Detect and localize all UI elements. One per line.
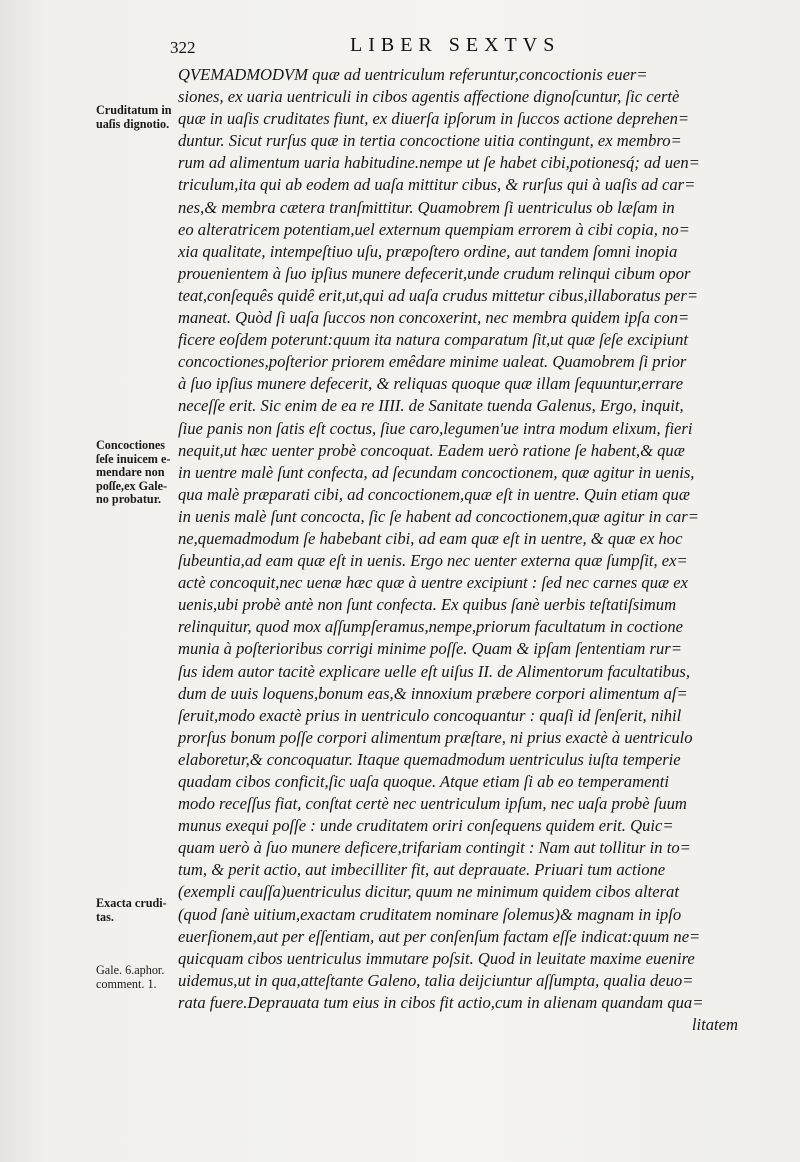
text-line: elaboretur,& concoquatur. Itaque quemadmodum uentriculus iuſta temperie bbox=[178, 749, 681, 769]
text-line: à ſuo ipſius munere defecerit, & reliquas quoque quæ illam ſequuntur,errare bbox=[178, 374, 684, 394]
text-line: concoctiones,poſterior priorem emêdare minime ualeat. Quamobrem ſi prior bbox=[178, 352, 687, 372]
text-line: quadam cibos conficit,ſic uaſa quoque. Atque etiam ſi ab eo temperamenti bbox=[178, 772, 669, 791]
text-line: duntur. Sicut rurſus quæ in tertia concoctione uitia contingunt, ex membro= bbox=[178, 131, 682, 151]
margin-note-line: comment. 1. bbox=[96, 976, 157, 991]
text-line: ſiue panis non ſatis eſt coctus, ſiue caro,legumen'ue intra modum elixum, fieri bbox=[178, 418, 693, 438]
text-line: rata fuere.Deprauata tum eius in cibos fit actio,cum in alienam quandam qua= bbox=[178, 992, 704, 1012]
text-line: euerſionem,aut per eſſentiam, aut per conſenſum factam eſſe indicat:quum ne= bbox=[178, 926, 701, 946]
text-line: maneat. Quòd ſi uaſa ſuccos non concoxerint, nec membra quidem ipſa con= bbox=[178, 308, 690, 328]
text-line: nequit,ut hæc uenter probè concoquat. Eadem uerò ratione ſe habent,& quæ bbox=[178, 440, 685, 460]
margin-note-concoctiones bbox=[96, 439, 192, 507]
text-line: triculum,ita qui ab eodem ad uaſa mittitur cibus, & rurſus qui à uaſis ad car= bbox=[178, 175, 696, 195]
margin-note-cruditatum bbox=[96, 104, 192, 131]
page-header bbox=[170, 34, 770, 64]
text-line: (exempli cauſſa)uentriculus dicitur, quum ne minimum quidem cibos alterat bbox=[178, 882, 679, 902]
margin-note-line: poſſe,ex Gale- bbox=[96, 478, 168, 493]
text-line: munia à poſterioribus corrigi minime poſſe. Quam & ipſam ſententiam rur= bbox=[178, 639, 682, 659]
text-line: quicquam cibos uentriculus immutare poſsit. Quod in leuitate maxime euenire bbox=[178, 948, 695, 968]
margin-note-line: Gale. 6.aphor. bbox=[96, 963, 165, 977]
text-line: relinquitur, quod mox aſſumpſeramus,nempe,priorum facultatum in coctione bbox=[178, 617, 683, 637]
text-line: ſus idem autor tacitè explicare uelle eſt uiſus II. de Alimentorum facultatibus, bbox=[178, 661, 691, 681]
text-line: rum ad alimentum uaria habitudine.nempe ut ſe habet cibi,potionesq́; ad uen= bbox=[178, 153, 700, 173]
text-line: ficere eoſdem poterunt:quum ita natura comparatum ſit,ut quæ ſeſe excipiunt bbox=[178, 330, 689, 350]
margin-note-line: Exacta crudi- bbox=[96, 896, 167, 910]
text-line: quæ in uaſis cruditates fiunt, ex diuerſa ipſorum in ſuccos actione deprehen= bbox=[178, 109, 690, 129]
margin-note-line: uaſis dignotio. bbox=[96, 116, 170, 131]
text-line: qua malè præparati cibi, ad concoctionem,quæ eſt in uentre. Quin etiam quæ bbox=[178, 484, 690, 504]
text-line: eo alteratricem potentiam,uel externum quempiam errorem à cibi copia, no= bbox=[178, 219, 690, 239]
text-line: uenis,ubi probè antè non ſunt confecta. Ex quibus ſanè uerbis teſtatiſsimum bbox=[178, 595, 677, 615]
margin-note-line: Cruditatum in bbox=[96, 103, 172, 117]
margin-note-exacta-cruditas bbox=[96, 897, 192, 924]
text-line: xia qualitate, intempeſtiuo uſu, præpoſtero ordine, aut tandem ſomni inopia bbox=[178, 241, 678, 261]
text-line: modo receſſus fiat, conſtat certè nec uentriculum ipſum, nec uaſa probè ſuum bbox=[178, 794, 687, 814]
text-line: quam uerò à ſuo munere deficere,trifariam contingit : Nam aut tollitur in to= bbox=[178, 838, 691, 858]
text-line: actè concoquit,nec uenæ hæc quæ à uentre excipiunt : ſed nec carnes quæ ex bbox=[178, 573, 688, 593]
text-line: prouenientem à ſuo ipſius munere defecerit,unde crudum relinqui cibum opor bbox=[178, 263, 691, 283]
margin-note-line: ſeſe inuicem e- bbox=[96, 451, 171, 466]
text-line: in uentre malè ſunt confecta, ad ſecundam concoctionem, quæ agitur in uenis, bbox=[178, 462, 695, 482]
text-line: in uenis malè ſunt concocta, ſic ſe habent ad concoctionem,quæ agitur in car= bbox=[178, 506, 699, 526]
text-line: uidemus,ut in qua,atteſtante Galeno, talia deijciuntur aſſumpta, qualia deuo= bbox=[178, 970, 694, 990]
text-line: QVEMADMODVM quæ ad uentriculum referuntur,concoctionis euer= bbox=[178, 65, 648, 84]
text-line: (quod ſanè uitium,exactam cruditatem nominare ſolemus)& magnam in ipſo bbox=[178, 904, 682, 924]
margin-note-galen-reference bbox=[96, 964, 192, 991]
catchword: litatem bbox=[691, 1015, 738, 1035]
text-line: neceſſe erit. Sic enim de ea re IIII. de Sanitate tuenda Galenus, Ergo, inquit, bbox=[178, 396, 684, 416]
text-line: munus exequi poſſe : unde cruditatem oriri conſequens quidem erit. Quic= bbox=[178, 816, 674, 836]
text-line: ne,quemadmodum ſe habebant cibi, ad eam quæ eſt in uentre, & quæ ex hoc bbox=[178, 528, 683, 548]
text-line: tum, & perit actio, aut imbecilliter fit, aut deprauate. Priuari tum actione bbox=[178, 860, 666, 880]
text-line: teat,conſequês quidê erit,ut,qui ad uaſa crudus mittetur cibus,illaboratus per= bbox=[178, 285, 699, 305]
running-head: LIBER SEXTVS bbox=[350, 34, 561, 56]
margin-note-line: no probatur. bbox=[96, 492, 162, 506]
page-number: 322 bbox=[170, 38, 196, 57]
text-line: ſeruit,modo exactè prius in uentriculo concoquantur : quaſi id ſenſerit, nihil bbox=[178, 705, 682, 725]
margin-note-line: mendare non bbox=[96, 465, 165, 479]
text-line: prorſus bonum poſſe corpori alimentum præſtare, ni prius exactè à uentriculo bbox=[178, 727, 693, 747]
margin-note-line: tas. bbox=[96, 909, 114, 924]
text-line: siones, ex uaria uentriculi in cibos agentis affectione dignoſcuntur, ſic certè bbox=[178, 87, 680, 107]
text-line: ſubeuntia,ad eam quæ eſt in uenis. Ergo nec uenter externa quæ ſumpſit, ex= bbox=[178, 551, 688, 571]
body-text bbox=[178, 64, 738, 1036]
text-line: dum de uuis loquens,bonum eas,& innoxium præbere corpori alimentum aſ= bbox=[178, 683, 688, 703]
text-line: nes,& membra cætera tranſmittitur. Quamobrem ſi uentriculus ob læſam in bbox=[178, 197, 675, 217]
margin-note-line: Concoctiones bbox=[96, 438, 166, 452]
